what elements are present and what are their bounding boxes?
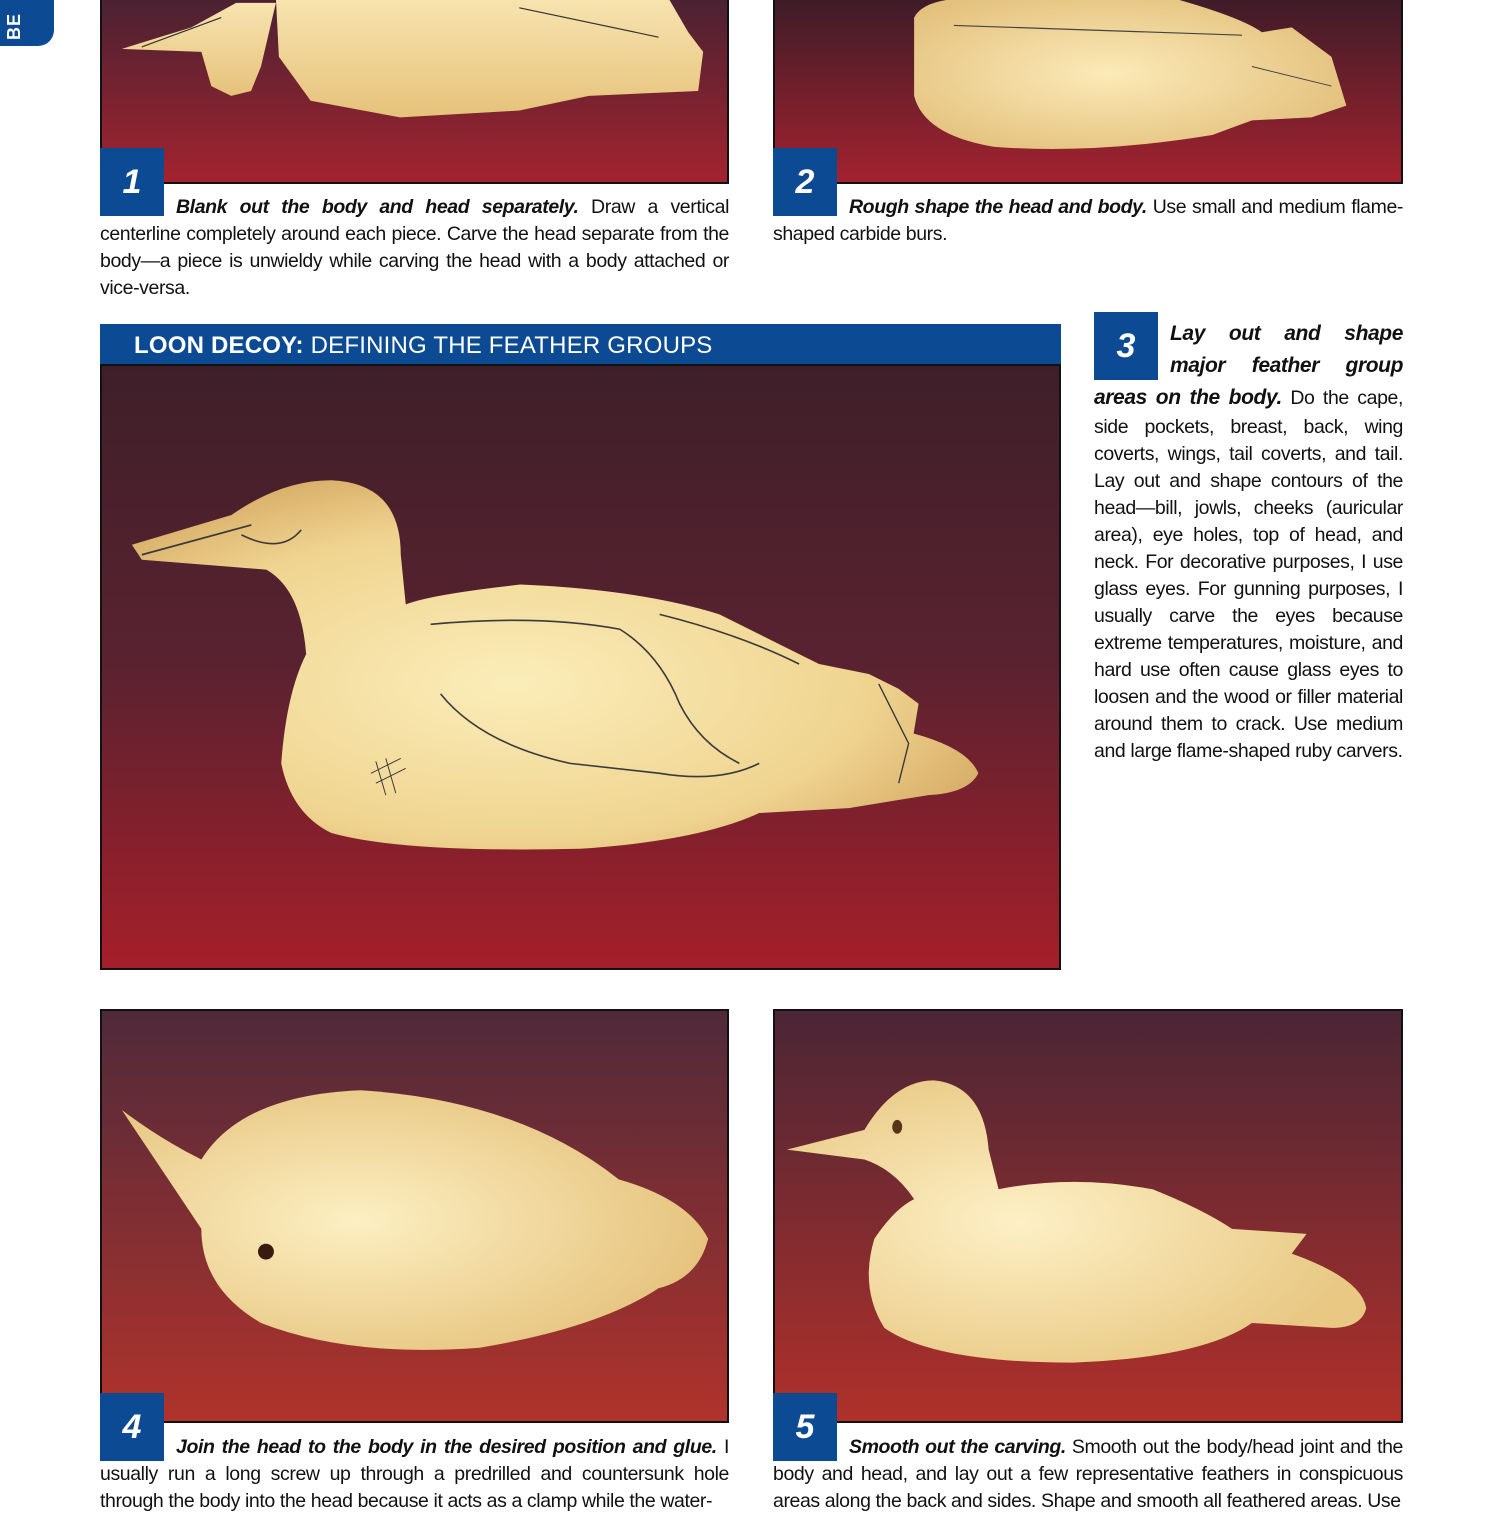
step-1-lead: Blank out the body and head separately. bbox=[176, 196, 579, 218]
chapter-side-tab-label: BE bbox=[4, 12, 24, 40]
step-3-body: Do the cape, side pockets, breast, back, wing coverts, wings, tail coverts, and tail. Lay out and shape contours of the head—bill, jowls, cheeks (auricular area), eye holes, top of head, and neck. For decorative purposes, I use glass eyes. For gunning purposes, I usually carve the eyes because extreme temperatures, moisture, and hard use often cause glass eyes to loosen and the wood or filler material around them to crack. Use medium and large flame-shaped ruby carvers. bbox=[1094, 387, 1403, 762]
step-4-photo bbox=[100, 1009, 729, 1423]
chapter-side-tab bbox=[0, 0, 54, 46]
section-title-rest: DEFINING THE FEATHER GROUPS bbox=[303, 332, 713, 359]
step-5-photo bbox=[773, 1009, 1403, 1423]
step-5-body: Smooth out the body/head joint and the body and head, and lay out a few representative feathers in conspicuous areas along the back and sides. Shape and smooth all feathered areas. Use bbox=[773, 1436, 1403, 1512]
step-2-photo bbox=[773, 0, 1403, 184]
step-2-caption bbox=[773, 194, 1403, 248]
step-3-photo bbox=[100, 364, 1061, 970]
step-3-number-badge: 3 bbox=[1094, 312, 1158, 380]
step-3-badge-spacer bbox=[1094, 318, 1170, 382]
step-2-lead: Rough shape the head and body. bbox=[849, 196, 1147, 218]
step-4-body: I usually run a long screw up through a predrilled and countersunk hole through the body into the head because it acts as a clamp while the water- bbox=[100, 1436, 729, 1512]
step-4-caption bbox=[100, 1434, 729, 1515]
step-2-body: Use small and medium flame-shaped carbide burs. bbox=[773, 196, 1403, 245]
step-3-caption bbox=[1094, 318, 1403, 765]
step-2-number-badge: 2 bbox=[773, 148, 837, 216]
step-1-photo bbox=[100, 0, 729, 184]
step-5-caption bbox=[773, 1434, 1403, 1515]
step-1-number-badge: 1 bbox=[100, 148, 164, 216]
section-header bbox=[100, 324, 1061, 364]
step-5-number-badge: 5 bbox=[773, 1393, 837, 1461]
step-5-lead: Smooth out the carving. bbox=[849, 1436, 1066, 1458]
step-1-caption bbox=[100, 194, 729, 302]
step-4-number-badge: 4 bbox=[100, 1393, 164, 1461]
step-3-lead: Lay out and shape major feather group areas on the body. bbox=[1094, 322, 1403, 409]
step-4-lead: Join the head to the body in the desired position and glue. bbox=[176, 1436, 717, 1458]
section-title-bold: LOON DECOY: bbox=[134, 332, 304, 359]
step-1-body: Draw a vertical centerline completely around each piece. Carve the head separate from the body—a piece is unwieldy while carving the head with a body attached or vice-versa. bbox=[100, 196, 730, 299]
